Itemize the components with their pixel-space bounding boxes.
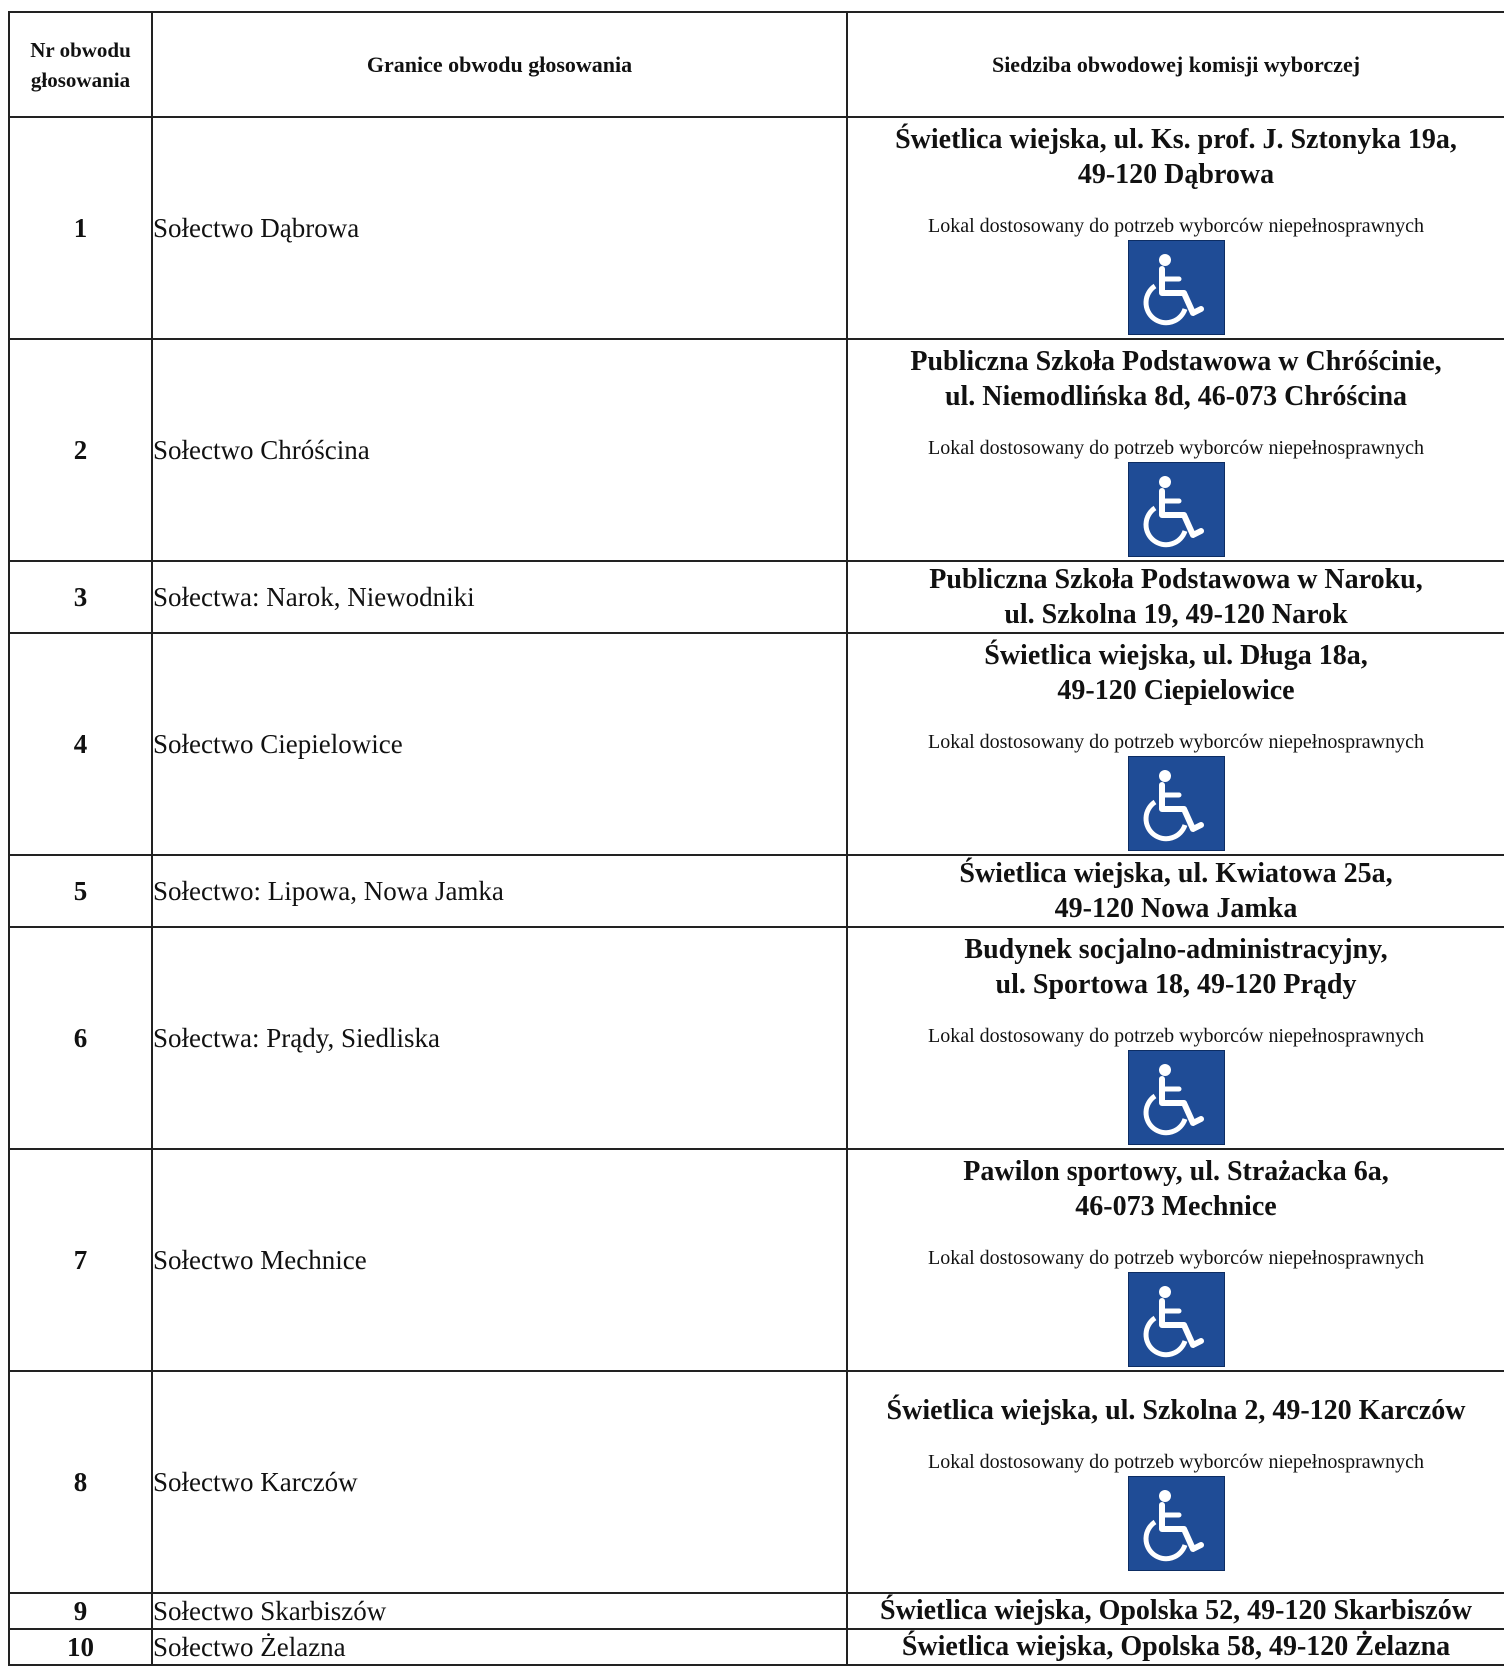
- district-boundaries: Sołectwo: Lipowa, Nowa Jamka: [152, 855, 847, 927]
- district-boundaries: Sołectwa: Prądy, Siedliska: [152, 927, 847, 1149]
- district-number: 7: [9, 1149, 152, 1371]
- commission-seat-address-line2: ul. Niemodlińska 8d, 46-073 Chróścina: [944, 380, 1408, 412]
- accessibility-note: Lokal dostosowany do potrzeb wyborców niepełnosprawnych: [928, 1451, 1424, 1473]
- wheelchair-accessibility-icon: [1128, 1272, 1225, 1367]
- commission-seat-cell: [847, 1629, 1504, 1665]
- commission-seat-address-line2: ul. Sportowa 18, 49-120 Prądy: [995, 968, 1357, 1000]
- table-row: [9, 1371, 1504, 1593]
- accessibility-note: Lokal dostosowany do potrzeb wyborców niepełnosprawnych: [928, 1246, 1424, 1269]
- district-number: 10: [9, 1629, 152, 1665]
- table-row: [9, 633, 1504, 855]
- district-number: 2: [9, 339, 152, 561]
- district-number: 1: [9, 117, 152, 339]
- district-boundaries: Sołectwo Chróścina: [152, 339, 847, 561]
- commission-seat-address: Pawilon sportowy, ul. Strażacka 6a,: [963, 1155, 1389, 1187]
- wheelchair-accessibility-icon: [1128, 1476, 1225, 1571]
- table-row: [9, 339, 1504, 561]
- table-row: [9, 855, 1504, 927]
- commission-seat-cell: [847, 1371, 1504, 1593]
- wheelchair-accessibility-icon: [1128, 756, 1225, 851]
- table-row: [9, 1149, 1504, 1371]
- commission-seat-address: Publiczna Szkoła Podstawowa w Chróścinie,: [910, 345, 1442, 377]
- district-number: 6: [9, 927, 152, 1149]
- table-row: [9, 927, 1504, 1149]
- commission-seat-address: Świetlica wiejska, Opolska 58, 49-120 Żelazna: [901, 1631, 1451, 1662]
- header-district-number: Nr obwodu głosowania: [9, 12, 152, 117]
- commission-seat-address-line2: 49-120 Ciepielowice: [1057, 674, 1295, 706]
- district-number: 8: [9, 1371, 152, 1593]
- commission-seat-address: Świetlica wiejska, ul. Kwiatowa 25a,: [959, 858, 1393, 889]
- commission-seat-address-line2: 49-120 Nowa Jamka: [1054, 893, 1298, 924]
- wheelchair-accessibility-icon: [1128, 1050, 1225, 1145]
- district-boundaries: Sołectwa: Narok, Niewodniki: [152, 561, 847, 633]
- accessibility-note: Lokal dostosowany do potrzeb wyborców niepełnosprawnych: [928, 214, 1424, 237]
- commission-seat-cell: [847, 339, 1504, 561]
- header-commission-seat: Siedziba obwodowej komisji wyborczej: [847, 12, 1504, 117]
- district-boundaries: Sołectwo Skarbiszów: [152, 1593, 847, 1629]
- district-boundaries: Sołectwo Karczów: [152, 1371, 847, 1593]
- polling-districts-table: [8, 11, 1504, 1666]
- accessibility-note: Lokal dostosowany do potrzeb wyborców niepełnosprawnych: [928, 1024, 1424, 1047]
- commission-seat-address-line2: 46-073 Mechnice: [1075, 1190, 1277, 1222]
- commission-seat-cell: [847, 633, 1504, 855]
- commission-seat-address-line2: 49-120 Dąbrowa: [1077, 158, 1275, 190]
- commission-seat-address: Świetlica wiejska, ul. Szkolna 2, 49-120 Karczów: [886, 1395, 1466, 1426]
- commission-seat-address: Budynek socjalno-administracyjny,: [964, 933, 1388, 965]
- district-number: 4: [9, 633, 152, 855]
- table-row: [9, 1593, 1504, 1629]
- commission-seat-address: Świetlica wiejska, ul. Ks. prof. J. Sztonyka 19a,: [895, 123, 1457, 155]
- commission-seat-address: Publiczna Szkoła Podstawowa w Naroku,: [929, 564, 1423, 595]
- district-number: 5: [9, 855, 152, 927]
- table-row: [9, 561, 1504, 633]
- commission-seat-cell: [847, 117, 1504, 339]
- header-district-boundaries: Granice obwodu głosowania: [152, 12, 847, 117]
- commission-seat-cell: [847, 855, 1504, 927]
- commission-seat-cell: [847, 1149, 1504, 1371]
- commission-seat-cell: [847, 927, 1504, 1149]
- district-boundaries: Sołectwo Żelazna: [152, 1629, 847, 1665]
- accessibility-note: Lokal dostosowany do potrzeb wyborców niepełnosprawnych: [928, 730, 1424, 753]
- table-row: [9, 1629, 1504, 1665]
- district-boundaries: Sołectwo Ciepielowice: [152, 633, 847, 855]
- wheelchair-accessibility-icon: [1128, 462, 1225, 557]
- commission-seat-address: Świetlica wiejska, ul. Długa 18a,: [984, 639, 1368, 671]
- wheelchair-accessibility-icon: [1128, 240, 1225, 335]
- commission-seat-address-line2: ul. Szkolna 19, 49-120 Narok: [1004, 599, 1348, 630]
- commission-seat-cell: [847, 1593, 1504, 1629]
- table-header-row: [9, 12, 1504, 117]
- district-number: 9: [9, 1593, 152, 1629]
- accessibility-note: Lokal dostosowany do potrzeb wyborców niepełnosprawnych: [928, 436, 1424, 459]
- table-row: [9, 117, 1504, 339]
- district-boundaries: Sołectwo Mechnice: [152, 1149, 847, 1371]
- district-number: 3: [9, 561, 152, 633]
- district-boundaries: Sołectwo Dąbrowa: [152, 117, 847, 339]
- commission-seat-address: Świetlica wiejska, Opolska 52, 49-120 Skarbiszów: [880, 1595, 1472, 1626]
- commission-seat-cell: [847, 561, 1504, 633]
